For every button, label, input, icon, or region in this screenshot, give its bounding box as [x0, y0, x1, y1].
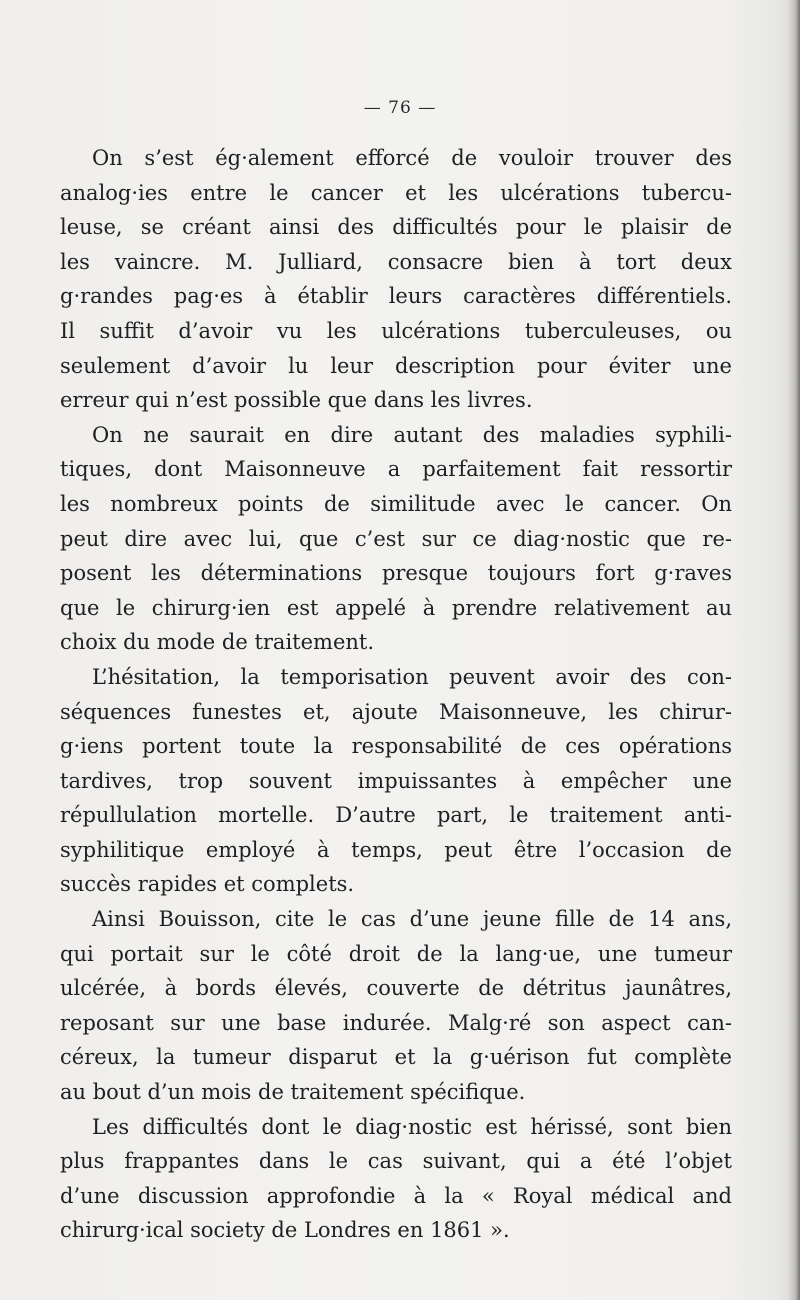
text-line: seulement d’avoir lu leur description pour éviter une: [60, 353, 732, 378]
text-line: tiques, dont Maisonneuve a parfaitement fait ressortir: [60, 457, 732, 482]
text-line: succès rapides et complets.: [60, 872, 355, 897]
text-line: L’hésitation, la temporisation peuvent avoir des con-: [92, 664, 732, 689]
text-line: posent les déterminations presque toujours fort g·raves: [60, 561, 732, 586]
text-line: Il suffit d’avoir vu les ulcérations tuberculeuses, ou: [60, 318, 732, 343]
text-line: reposant sur une base indurée. Malg·ré son aspect can-: [60, 1010, 732, 1035]
text-line: Ainsi Bouisson, cite le cas d’une jeune fille de 14 ans,: [92, 907, 732, 932]
text-line: syphilitique employé à temps, peut être l’occasion de: [60, 837, 732, 862]
text-line: au bout d’un mois de traitement spécifique.: [60, 1080, 526, 1105]
text-line: plus frappantes dans le cas suivant, qui a été l’objet: [60, 1149, 732, 1174]
text-line: Les difficultés dont le diag·nostic est hérissé, sont bien: [92, 1114, 732, 1139]
text-line: On ne saurait en dire autant des maladies syphili-: [92, 422, 732, 447]
text-line: g·randes pag·es à établir leurs caractères différentiels.: [60, 284, 732, 309]
body-text: [60, 141, 732, 1248]
text-line: tardives, trop souvent impuissantes à empêcher une: [60, 768, 732, 793]
text-line: chirurg·ical society de Londres en 1861 ».: [60, 1218, 510, 1243]
text-line: On s’est ég·alement efforcé de vouloir trouver des: [92, 146, 732, 170]
text-line: céreux, la tumeur disparut et la g·uérison fut complète: [60, 1045, 732, 1070]
text-line: ulcérée, à bords élevés, couverte de détritus jaunâtres,: [60, 976, 732, 1001]
text-line: analog·ies entre le cancer et les ulcérations tubercu-: [60, 180, 732, 205]
page-edge-shadow: [788, 0, 800, 1300]
text-line: qui portait sur le côté droit de la lang·ue, une tumeur: [60, 941, 732, 966]
text-line: g·iens portent toute la responsabilité de ces opérations: [60, 734, 732, 759]
text-line: répullulation mortelle. D’autre part, le traitement anti-: [60, 803, 732, 828]
text-line: erreur qui n’est possible que dans les livres.: [60, 388, 533, 413]
text-line: séquences funestes et, ajoute Maisonneuve, les chirur-: [60, 699, 732, 724]
text-line: leuse, se créant ainsi des difficultés pour le plaisir de: [60, 215, 732, 240]
text-line: les vaincre. M. Julliard, consacre bien à tort deux: [60, 249, 732, 274]
text-line: peut dire avec lui, que c’est sur ce diag·nostic que re-: [60, 526, 732, 551]
text-line: les nombreux points de similitude avec le cancer. On: [60, 491, 732, 516]
text-line: que le chirurg·ien est appelé à prendre relativement au: [60, 595, 732, 620]
text-line: choix du mode de traitement.: [60, 630, 375, 655]
text-line: d’une discussion approfondie à la « Royal médical and: [60, 1183, 732, 1208]
page-number: — 76 —: [363, 98, 437, 118]
